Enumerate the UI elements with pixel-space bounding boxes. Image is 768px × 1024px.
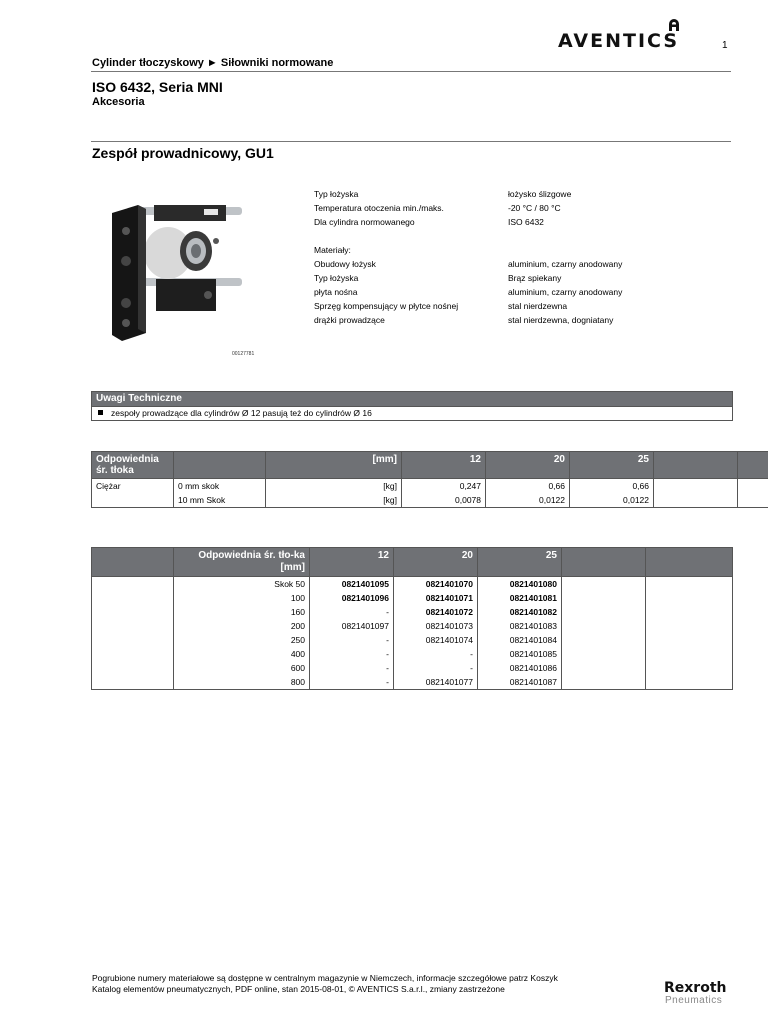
table-cell: 0 mm skok: [174, 479, 266, 494]
notes-heading: Uwagi Techniczne: [92, 392, 732, 407]
part-number-cell: -: [310, 647, 394, 661]
table-row: [92, 619, 733, 633]
rexroth-logo: Rexroth: [664, 980, 727, 996]
empty-cell: [562, 633, 646, 647]
spec-label: Obudowy łożysk: [314, 259, 376, 269]
page-title: ISO 6432, Seria MNI: [92, 79, 223, 95]
table-cell: [654, 493, 738, 508]
stroke-cell: 200: [174, 619, 310, 633]
empty-cell: [646, 661, 733, 675]
parts-table-header: [92, 548, 733, 577]
stroke-cell: Skok 50: [174, 577, 310, 592]
table-row: [92, 577, 733, 592]
part-numbers-table: [91, 547, 733, 690]
stroke-cell: 400: [174, 647, 310, 661]
product-image: [96, 183, 256, 351]
header-cell: 12: [310, 548, 394, 577]
table-row: [92, 675, 733, 690]
table-cell: 0,66: [486, 479, 570, 494]
empty-cell: [646, 619, 733, 633]
table-cell: 0,0122: [570, 493, 654, 508]
header-cell: [738, 452, 768, 479]
part-number-cell: 0821401096: [310, 591, 394, 605]
rexroth-subbrand: Pneumatics: [665, 995, 723, 1006]
spec-value: aluminium, czarny anodowany: [508, 287, 623, 297]
empty-cell: [92, 577, 174, 592]
page-subtitle: Akcesoria: [92, 96, 145, 108]
spec-label: Temperatura otoczenia min./maks.: [314, 203, 444, 213]
header-cell: [646, 548, 733, 577]
part-number-cell: 0821401086: [478, 661, 562, 675]
spec-row: [314, 313, 734, 327]
part-number-cell: -: [310, 661, 394, 675]
spec-label: Sprzęg kompensujący w płytce nośnej: [314, 301, 459, 311]
header-cell: Odpowiednia śr. tłoka: [92, 452, 174, 479]
empty-cell: [562, 675, 646, 690]
header-cell: 20: [394, 548, 478, 577]
table-row: [92, 647, 733, 661]
part-number-cell: 0821401077: [394, 675, 478, 690]
materials-heading: [314, 243, 734, 257]
part-number-cell: -: [394, 647, 478, 661]
spec-label: Typ łożyska: [314, 273, 359, 283]
table-cell: 0,0078: [402, 493, 486, 508]
empty-cell: [646, 591, 733, 605]
materials-heading-label: Materiały:: [314, 245, 351, 255]
header-cell: [174, 452, 266, 479]
aventics-logo-icon: [668, 18, 680, 32]
spec-row: [314, 201, 734, 215]
empty-cell: [646, 577, 733, 592]
empty-cell: [562, 647, 646, 661]
empty-cell: [562, 619, 646, 633]
spec-label: Dla cylindra normowanego: [314, 217, 415, 227]
spec-value: łożysko ślizgowe: [508, 189, 572, 199]
technical-notes: [91, 391, 733, 421]
empty-cell: [92, 605, 174, 619]
stroke-cell: 250: [174, 633, 310, 647]
spec-row: [314, 215, 734, 229]
table-cell: 10 mm Skok: [174, 493, 266, 508]
weight-table-header: [92, 452, 768, 479]
part-number-cell: -: [310, 605, 394, 619]
spec-row: [314, 257, 734, 271]
header-cell: [92, 548, 174, 577]
part-number-cell: 0821401084: [478, 633, 562, 647]
spec-label: drążki prowadzące: [314, 315, 385, 325]
spec-label: Typ łożyska: [314, 189, 359, 199]
page-number: 1: [722, 40, 728, 51]
section-divider: [91, 141, 731, 142]
weight-table: [91, 451, 768, 508]
notes-item: [92, 407, 732, 420]
empty-cell: [646, 647, 733, 661]
empty-cell: [92, 619, 174, 633]
empty-cell: [562, 605, 646, 619]
spec-list: [314, 187, 734, 327]
footer-line: Pogrubione numery materiałowe są dostępne w centralnym magazynie w Niemczech, informacje szczegółowe patrz Koszyk: [92, 973, 558, 983]
table-row: [92, 633, 733, 647]
stroke-cell: 800: [174, 675, 310, 690]
table-cell: [738, 493, 768, 508]
part-number-cell: 0821401085: [478, 647, 562, 661]
empty-cell: [646, 633, 733, 647]
header-cell: 25: [570, 452, 654, 479]
part-number-cell: 0821401081: [478, 591, 562, 605]
empty-cell: [562, 661, 646, 675]
empty-cell: [562, 577, 646, 592]
header-cell: 12: [402, 452, 486, 479]
table-cell: 0,66: [570, 479, 654, 494]
aventics-logo: AVENTICS: [558, 30, 680, 52]
part-number-cell: 0821401070: [394, 577, 478, 592]
header-divider: [91, 71, 731, 72]
empty-cell: [92, 675, 174, 690]
spec-spacer: [314, 229, 734, 243]
image-code: 00127781: [232, 351, 255, 357]
empty-cell: [92, 647, 174, 661]
empty-cell: [646, 605, 733, 619]
part-number-cell: -: [394, 661, 478, 675]
part-number-cell: 0821401074: [394, 633, 478, 647]
footer-line: Katalog elementów pneumatycznych, PDF online, stan 2015-08-01, © AVENTICS S.a.r.l., zmiany zastrzeżone: [92, 984, 505, 994]
empty-cell: [92, 591, 174, 605]
stroke-cell: 100: [174, 591, 310, 605]
part-number-cell: 0821401071: [394, 591, 478, 605]
section-title: Zespół prowadnicowy, GU1: [92, 145, 274, 161]
part-number-cell: 0821401080: [478, 577, 562, 592]
spec-row: [314, 271, 734, 285]
empty-cell: [646, 675, 733, 690]
table-cell: 0,0122: [486, 493, 570, 508]
table-row: [92, 591, 733, 605]
part-number-cell: 0821401087: [478, 675, 562, 690]
header-cell: Odpowiednia śr. tło-ka [mm]: [174, 548, 310, 577]
table-cell: 0,247: [402, 479, 486, 494]
header-cell: 25: [478, 548, 562, 577]
breadcrumb: Cylinder tłoczyskowy ► Siłowniki normowane: [92, 57, 334, 69]
spec-value: Brąz spiekany: [508, 273, 562, 283]
table-cell: [654, 479, 738, 494]
spec-row: [314, 285, 734, 299]
spec-value: stal nierdzewna: [508, 301, 568, 311]
table-row: [92, 605, 733, 619]
header-cell: 20: [486, 452, 570, 479]
part-number-cell: 0821401097: [310, 619, 394, 633]
table-row: [92, 493, 768, 508]
stroke-cell: 160: [174, 605, 310, 619]
bullet-icon: [98, 410, 103, 415]
footer-text: [92, 973, 558, 995]
table-cell: [kg]: [266, 479, 402, 494]
spec-value: aluminium, czarny anodowany: [508, 259, 623, 269]
table-cell: [kg]: [266, 493, 402, 508]
table-cell: Ciężar: [92, 479, 174, 494]
spec-label: płyta nośna: [314, 287, 358, 297]
part-number-cell: -: [310, 633, 394, 647]
spec-value: ISO 6432: [508, 217, 544, 227]
table-cell: [738, 479, 768, 494]
part-number-cell: 0821401073: [394, 619, 478, 633]
header-cell: [654, 452, 738, 479]
header-cell: [562, 548, 646, 577]
table-row: [92, 661, 733, 675]
part-number-cell: 0821401072: [394, 605, 478, 619]
part-number-cell: 0821401082: [478, 605, 562, 619]
header-cell: [mm]: [266, 452, 402, 479]
stroke-cell: 600: [174, 661, 310, 675]
spec-row: [314, 187, 734, 201]
table-cell: [92, 493, 174, 508]
notes-item-text: zespoły prowadzące dla cylindrów Ø 12 pasują też do cylindrów Ø 16: [111, 408, 372, 418]
spec-value: -20 °C / 80 °C: [508, 203, 561, 213]
spec-row: [314, 299, 734, 313]
table-row: [92, 479, 768, 494]
part-number-cell: 0821401083: [478, 619, 562, 633]
empty-cell: [92, 661, 174, 675]
part-number-cell: 0821401095: [310, 577, 394, 592]
empty-cell: [92, 633, 174, 647]
spec-value: stal nierdzewna, dogniatany: [508, 315, 614, 325]
part-number-cell: -: [310, 675, 394, 690]
empty-cell: [562, 591, 646, 605]
